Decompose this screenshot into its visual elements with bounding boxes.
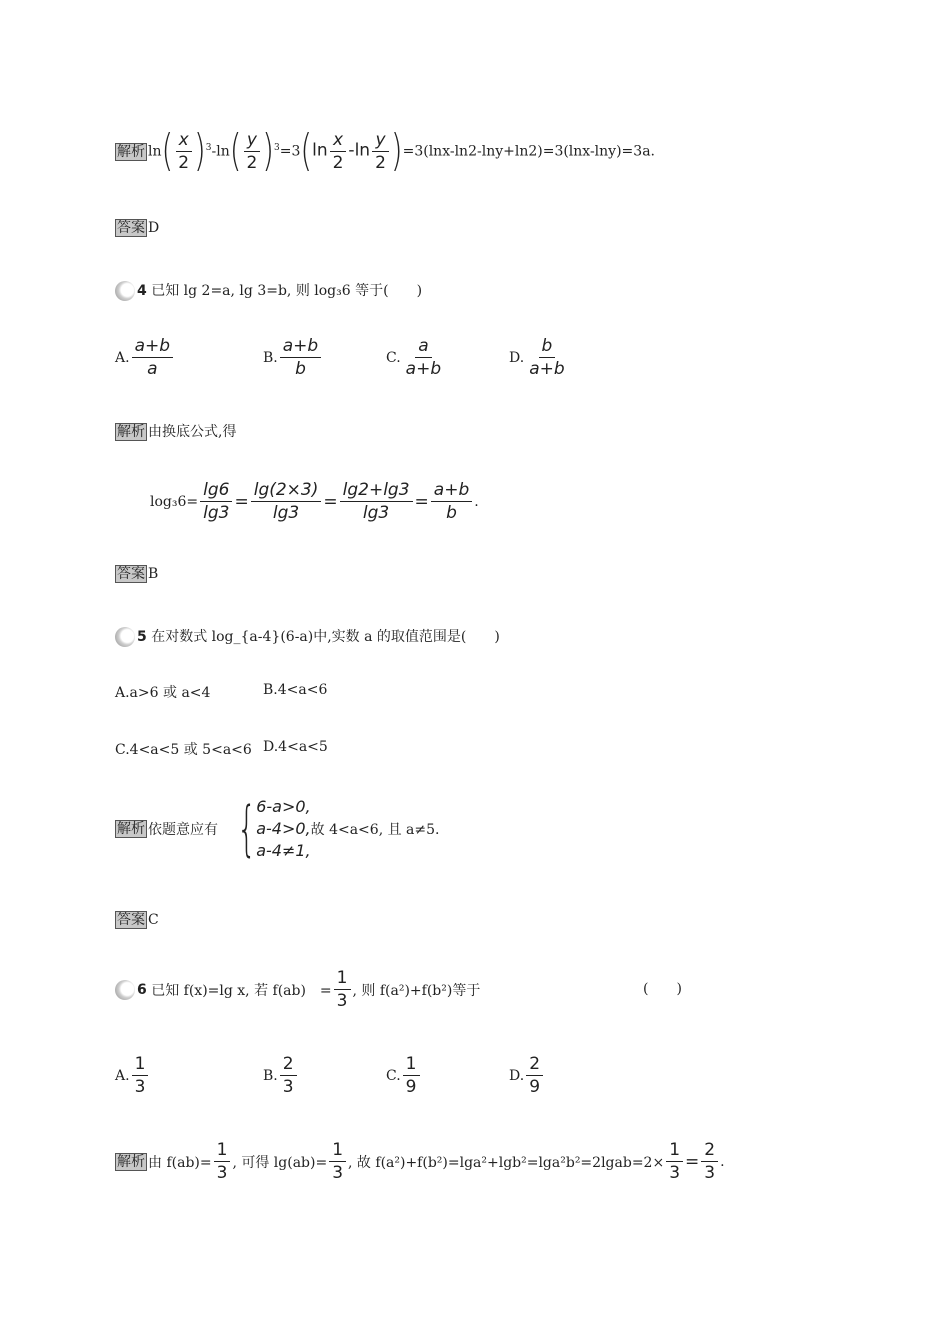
q5-option-d[interactable]: D.4<a<5 — [263, 739, 328, 755]
q4-answer — [115, 565, 158, 583]
fraction-x-over-2: $\frac{x}{2}$ — [175, 130, 192, 173]
q6-option-b[interactable]: B. $\frac{2}{3}$ — [263, 1054, 299, 1097]
analysis-tag: 解析 — [117, 143, 145, 160]
question-number: 5 — [137, 629, 147, 645]
q5-answer — [115, 911, 159, 929]
fraction-y-over-2: $\frac{y}{2}$ — [243, 130, 260, 173]
q5-stem — [115, 626, 500, 647]
q4-option-c[interactable]: C. $\frac{a}{a+b}$ — [386, 336, 442, 379]
q4-option-d[interactable]: D. $\frac{b}{a+b}$ — [509, 336, 565, 379]
q4-option-a[interactable]: A. $\frac{a+b}{a}$ — [115, 336, 175, 379]
q3-answer — [115, 219, 159, 237]
q5-option-c[interactable]: C.4<a<5 或 5<a<6 — [115, 742, 252, 758]
answer-tag: 答案 — [117, 912, 145, 928]
q6-option-a[interactable]: A. $\frac{1}{3}$ — [115, 1054, 150, 1097]
answer-value: B — [148, 566, 159, 582]
q5-analysis: 解析 依题意应有 { 6-a>0, a-4>0, a-4≠1, 故 4<a<6, 且 a≠5. — [117, 794, 440, 864]
question-marker-icon — [115, 980, 135, 1000]
question-marker-icon — [115, 281, 135, 301]
ln-1: ln — [148, 143, 162, 160]
answer-tag: 答案 — [117, 220, 145, 236]
question-text: 已知 lg 2=a, lg 3=b, 则 log₃6 等于( ) — [151, 283, 423, 299]
q4-formula: log₃6= $\frac{\lg 6}{\lg 3}$ = $\frac{\lg(2\times 3)}{\lg 3}$ = $\frac{\lg 2+\lg 3}{\lg 3}$ = $\frac{a+b}{b}$ . — [150, 480, 479, 523]
analysis-tag: 解析 — [117, 424, 145, 440]
q6-stem: 6 已知 f(x)=lg x, 若 f(ab) = $\frac{1}{3}$ , 则 f(a²)+f(b²)等于 — [115, 968, 480, 1011]
q5-option-a[interactable]: A.a>6 或 a<4 — [115, 685, 211, 701]
answer-value: C — [148, 912, 159, 928]
question-number: 6 — [137, 981, 147, 998]
question-number: 4 — [137, 283, 147, 299]
answer-value: D — [148, 220, 160, 236]
question-marker-icon — [115, 627, 135, 647]
q4-option-b[interactable]: B. $\frac{a+b}{b}$ — [263, 336, 323, 379]
q4-analysis: 解析 由换底公式,得 — [117, 424, 237, 440]
analysis-tag: 解析 — [117, 821, 145, 837]
q5-option-b[interactable]: B.4<a<6 — [263, 682, 328, 698]
analysis-tag: 解析 — [117, 1153, 145, 1170]
q6-analysis: 解析 由 f(ab)= $\frac{1}{3}$ , 可得 lg(ab)= $\frac{1}{3}$ , 故 f(a²)+f(b²)=lga²+lgb²=lga²b²=2lgab=2× $\frac{1}{3}$ = $\frac{2}{3}$ . — [117, 1140, 725, 1183]
q4-stem — [115, 280, 422, 301]
answer-blank: ( ) — [643, 981, 682, 997]
answer-tag: 答案 — [117, 566, 145, 582]
inequality-system: 6-a>0, a-4>0, a-4≠1, — [256, 797, 311, 860]
left-brace: { — [237, 794, 257, 864]
q6-option-d[interactable]: D. $\frac{2}{9}$ — [509, 1054, 545, 1097]
question-text: 在对数式 log_{a-4}(6-a)中,实数 a 的取值范围是( ) — [151, 629, 500, 645]
q3-analysis: 解析 ln( $\frac{x}{2}$ )$^3$-ln( $\frac{y}{2}$ )$^3$=3(ln $\frac{x}{2}$ -ln $\frac{y}{2}$ )=3(lnx-ln2-lny+ln2)=3(lnx-lny)=3a. — [117, 125, 655, 177]
q6-option-c[interactable]: C. $\frac{1}{9}$ — [386, 1054, 422, 1097]
